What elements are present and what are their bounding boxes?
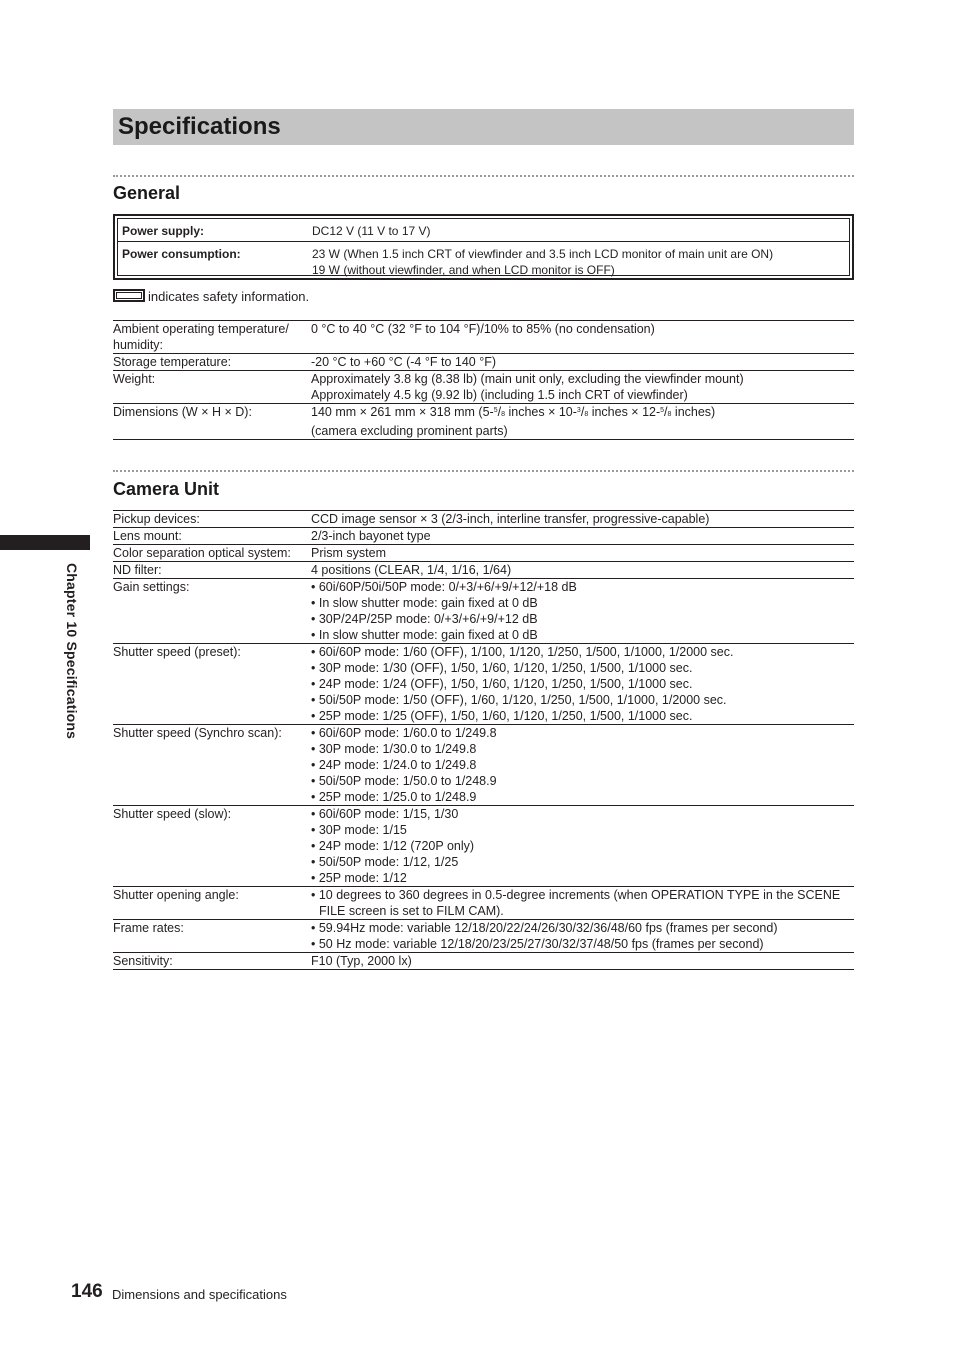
spec-label: Color separation optical system: — [113, 546, 291, 560]
spec-label: Lens mount: — [113, 529, 182, 543]
spec-label: Pickup devices: — [113, 512, 200, 526]
power-consumption-value-1: 23 W (When 1.5 inch CRT of viewfinder and 3.5 inch LCD monitor of main unit are ON) — [312, 247, 774, 261]
spec-value: • 30P mode: 1/15 — [311, 823, 407, 837]
camera-unit-spec-table — [113, 510, 854, 970]
page-title-bar — [113, 109, 854, 145]
spec-label: Shutter speed (Synchro scan): — [113, 726, 282, 740]
spec-value: (camera excluding prominent parts) — [311, 424, 508, 438]
spec-value: • 60i/60P mode: 1/60.0 to 1/249.8 — [311, 726, 497, 740]
spec-label: Shutter speed (preset): — [113, 645, 241, 659]
spec-value: 140 mm × 261 mm × 318 mm (5-$^5$/8 inches × 10-$^3$/8 inches × 12-$^5$/8 inches) — [311, 405, 716, 419]
table-row — [113, 544, 854, 561]
power-supply-value: DC12 V (11 V to 17 V) — [312, 224, 431, 238]
spec-value: • 60i/60P mode: 1/15, 1/30 — [311, 807, 459, 821]
footer-section: Dimensions and specifications — [112, 1287, 287, 1302]
spec-value: CCD image sensor × 3 (2/3-inch, interline transfer, progressive-capable) — [311, 512, 710, 526]
safety-note-text: indicates safety information. — [148, 289, 310, 304]
table-row — [113, 370, 854, 403]
spec-value: • 24P mode: 1/24.0 to 1/249.8 — [311, 758, 477, 772]
table-row — [113, 353, 854, 370]
table-row — [113, 724, 854, 805]
chapter-tab — [0, 535, 90, 550]
spec-value: F10 (Typ, 2000 lx) — [311, 954, 412, 968]
dotted-divider — [113, 470, 854, 472]
table-row — [113, 527, 854, 544]
spec-value: -20 °C to +60 °C (-4 °F to 140 °F) — [311, 355, 496, 369]
spec-value: • 25P mode: 1/25.0 to 1/248.9 — [311, 790, 477, 804]
table-row — [113, 952, 854, 970]
spec-label: ND filter: — [113, 563, 162, 577]
spec-value: • 24P mode: 1/24 (OFF), 1/50, 1/60, 1/120, 1/250, 1/500, 1/1000 sec. — [311, 677, 693, 691]
table-row — [113, 643, 854, 724]
spec-label: Gain settings: — [113, 580, 190, 594]
spec-value: • 25P mode: 1/25 (OFF), 1/50, 1/60, 1/120, 1/250, 1/500, 1/1000 sec. — [311, 709, 693, 723]
spec-label: Weight: — [113, 372, 156, 386]
table-row — [113, 578, 854, 643]
spec-label: Ambient operating temperature/ — [113, 322, 289, 336]
power-supply-label: Power supply: — [122, 224, 205, 238]
spec-label: humidity: — [113, 338, 164, 352]
table-row — [113, 919, 854, 952]
spec-value: Approximately 4.5 kg (9.92 lb) (including 1.5 inch CRT of viewfinder) — [311, 388, 688, 402]
spec-value: • 25P mode: 1/12 — [311, 871, 407, 885]
spec-value: 2/3-inch bayonet type — [311, 529, 431, 543]
spec-value: • 50 Hz mode: variable 12/18/20/23/25/27/30/32/37/48/50 fps (frames per second) — [311, 937, 764, 951]
spec-label: Shutter opening angle: — [113, 888, 239, 902]
spec-value: • 10 degrees to 360 degrees in 0.5-degree increments (when OPERATION TYPE in the SCENE FILE screen is set to FILM CAM). — [311, 888, 841, 918]
spec-value: • 60i/60P mode: 1/60 (OFF), 1/100, 1/120, 1/250, 1/500, 1/1000, 1/2000 sec. — [311, 645, 734, 659]
spec-value: 4 positions (CLEAR, 1/4, 1/16, 1/64) — [311, 563, 512, 577]
spec-value: Approximately 3.8 kg (8.38 lb) (main unit only, excluding the viewfinder mount) — [311, 372, 744, 386]
power-consumption-label: Power consumption: — [122, 247, 241, 261]
spec-value: • 50i/50P mode: 1/12, 1/25 — [311, 855, 459, 869]
spec-value: • 50i/50P mode: 1/50 (OFF), 1/60, 1/120, 1/250, 1/500, 1/1000, 1/2000 sec. — [311, 693, 727, 707]
table-row — [113, 805, 854, 886]
spec-value: Prism system — [311, 546, 386, 560]
spec-value: 0 °C to 40 °C (32 °F to 104 °F)/10% to 85% (no condensation) — [311, 322, 655, 336]
general-spec-table — [113, 320, 854, 440]
spec-value: • 30P mode: 1/30.0 to 1/249.8 — [311, 742, 477, 756]
general-heading: General — [113, 183, 181, 203]
safety-info-box — [113, 214, 854, 280]
spec-value: • 30P mode: 1/30 (OFF), 1/50, 1/60, 1/120, 1/250, 1/500, 1/1000 sec. — [311, 661, 693, 675]
spec-value: • 50i/50P mode: 1/50.0 to 1/248.9 — [311, 774, 497, 788]
table-row — [113, 320, 854, 353]
spec-label: Shutter speed (slow): — [113, 807, 232, 821]
spec-label: Dimensions (W × H × D): — [113, 405, 252, 419]
page-title: Specifications — [118, 113, 281, 140]
table-row — [113, 561, 854, 578]
chapter-label: Chapter 10 Specifications — [64, 563, 80, 740]
spec-value: • 24P mode: 1/12 (720P only) — [311, 839, 475, 853]
spec-value: • 60i/60P/50i/50P mode: 0/+3/+6/+9/+12/+18 dB — [311, 580, 577, 594]
page-number: 146 — [71, 1281, 103, 1302]
camera-unit-heading: Camera Unit — [113, 479, 220, 499]
table-row — [113, 403, 854, 440]
dotted-divider — [113, 175, 854, 177]
power-consumption-value-2: 19 W (without viewfinder, and when LCD monitor is OFF) — [312, 263, 615, 277]
spec-value: • In slow shutter mode: gain fixed at 0 dB — [311, 596, 538, 610]
spec-label: Sensitivity: — [113, 954, 173, 968]
safety-box-icon — [113, 289, 145, 302]
spec-label: Storage temperature: — [113, 355, 232, 369]
safety-note — [113, 289, 309, 304]
spec-label: Frame rates: — [113, 921, 184, 935]
spec-value: • 30P/24P/25P mode: 0/+3/+6/+9/+12 dB — [311, 612, 538, 626]
table-row — [113, 886, 854, 919]
table-row — [113, 510, 854, 527]
spec-value: • 59.94Hz mode: variable 12/18/20/22/24/26/30/32/36/48/60 fps (frames per second) — [311, 921, 778, 935]
divider — [118, 241, 849, 242]
spec-value: • In slow shutter mode: gain fixed at 0 dB — [311, 628, 538, 642]
